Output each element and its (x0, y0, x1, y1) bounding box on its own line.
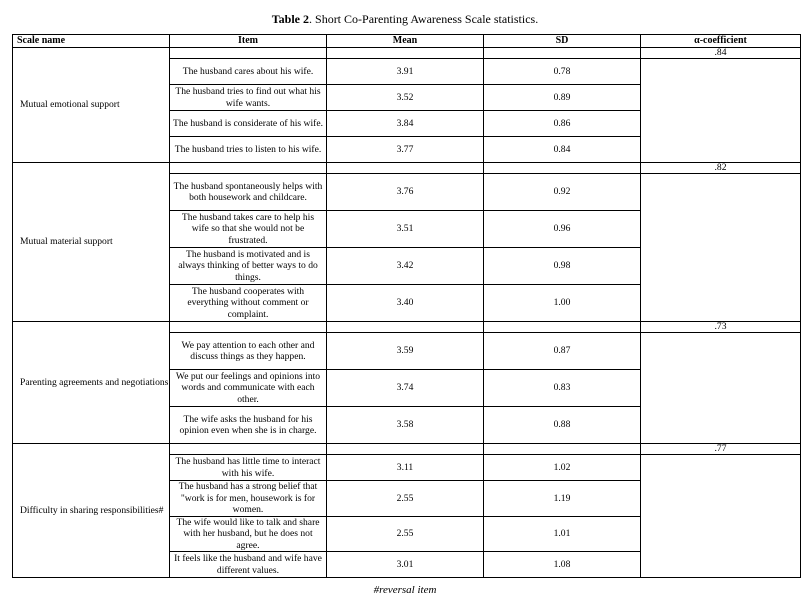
alpha-cell (641, 444, 801, 578)
item-cell: The husband tries to find out what his wife wants. (170, 85, 327, 111)
mean-cell: 3.58 (327, 407, 484, 444)
mean-cell: 3.84 (327, 111, 484, 137)
header-item: Item (170, 35, 327, 48)
item-cell: It feels like the husband and wife have different values. (170, 552, 327, 578)
mean-cell: 2.55 (327, 481, 484, 517)
empty-cell (484, 48, 641, 59)
header-mean: Mean (327, 35, 484, 48)
item-cell: We pay attention to each other and discuss things as they happen. (170, 333, 327, 370)
scale-name-cell: Mutual emotional support (13, 48, 170, 163)
item-cell: The husband is motivated and is always thinking of better ways to do things. (170, 248, 327, 285)
empty-cell (327, 48, 484, 59)
table-caption-text: . Short Co-Parenting Awareness Scale statistics. (309, 12, 539, 26)
alpha-cell (641, 322, 801, 444)
empty-cell (170, 322, 327, 333)
sd-cell: 0.86 (484, 111, 641, 137)
item-cell: The husband cares about his wife. (170, 59, 327, 85)
item-cell: The husband takes care to help his wife so that she would not be frustrated. (170, 211, 327, 248)
sd-cell: 1.19 (484, 481, 641, 517)
scale-name-cell: Parenting agreements and negotiations (13, 322, 170, 444)
mean-cell: 3.52 (327, 85, 484, 111)
empty-cell (170, 444, 327, 455)
header-alpha: α-coefficient (641, 35, 801, 48)
alpha-value: .73 (641, 322, 800, 333)
item-cell: We put our feelings and opinions into words and communicate with each other. (170, 370, 327, 407)
sd-cell: 1.00 (484, 285, 641, 322)
mean-cell: 3.40 (327, 285, 484, 322)
mean-cell: 3.51 (327, 211, 484, 248)
sd-cell: 1.01 (484, 516, 641, 552)
alpha-value: .84 (641, 48, 800, 59)
sd-cell: 0.83 (484, 370, 641, 407)
item-cell: The wife asks the husband for his opinion even when she is in charge. (170, 407, 327, 444)
empty-cell (327, 444, 484, 455)
empty-cell (170, 163, 327, 174)
item-cell: The husband tries to listen to his wife. (170, 137, 327, 163)
mean-cell: 3.11 (327, 455, 484, 481)
empty-cell (170, 48, 327, 59)
empty-cell (484, 163, 641, 174)
sd-cell: 0.96 (484, 211, 641, 248)
sd-cell: 0.89 (484, 85, 641, 111)
mean-cell: 3.91 (327, 59, 484, 85)
scale-name-cell: Mutual material support (13, 163, 170, 322)
alpha-cell (641, 48, 801, 163)
footnote: #reversal item (373, 584, 437, 596)
alpha-value: .77 (641, 444, 800, 455)
mean-cell: 3.76 (327, 174, 484, 211)
item-cell: The husband has little time to interact with his wife. (170, 455, 327, 481)
table-body (13, 48, 801, 578)
mean-cell: 3.42 (327, 248, 484, 285)
table-caption (0, 12, 810, 26)
empty-cell (327, 163, 484, 174)
sd-cell: 0.92 (484, 174, 641, 211)
header-sd: SD (484, 35, 641, 48)
sd-cell: 1.02 (484, 455, 641, 481)
empty-cell (484, 322, 641, 333)
item-cell: The wife would like to talk and share with her husband, but he does not agree. (170, 516, 327, 552)
sd-cell: 0.87 (484, 333, 641, 370)
mean-cell: 2.55 (327, 516, 484, 552)
alpha-value: .82 (641, 163, 800, 174)
scale-name-cell: Difficulty in sharing responsibilities# (13, 444, 170, 578)
mean-cell: 3.77 (327, 137, 484, 163)
item-cell: The husband spontaneously helps with both housework and childcare. (170, 174, 327, 211)
statistics-table (12, 34, 801, 578)
group-alpha-row (13, 322, 801, 333)
sd-cell: 0.78 (484, 59, 641, 85)
item-cell: The husband cooperates with everything without comment or complaint. (170, 285, 327, 322)
header-row (13, 35, 801, 48)
table-label: Table 2 (271, 12, 310, 26)
group-alpha-row (13, 48, 801, 59)
alpha-cell (641, 163, 801, 322)
group-alpha-row (13, 444, 801, 455)
mean-cell: 3.59 (327, 333, 484, 370)
group-alpha-row (13, 163, 801, 174)
item-cell: The husband has a strong belief that "work is for men, housework is for women. (170, 481, 327, 517)
sd-cell: 0.88 (484, 407, 641, 444)
sd-cell: 1.08 (484, 552, 641, 578)
sd-cell: 0.98 (484, 248, 641, 285)
sd-cell: 0.84 (484, 137, 641, 163)
mean-cell: 3.74 (327, 370, 484, 407)
item-cell: The husband is considerate of his wife. (170, 111, 327, 137)
header-scale-name: Scale name (13, 35, 170, 48)
mean-cell: 3.01 (327, 552, 484, 578)
empty-cell (484, 444, 641, 455)
empty-cell (327, 322, 484, 333)
